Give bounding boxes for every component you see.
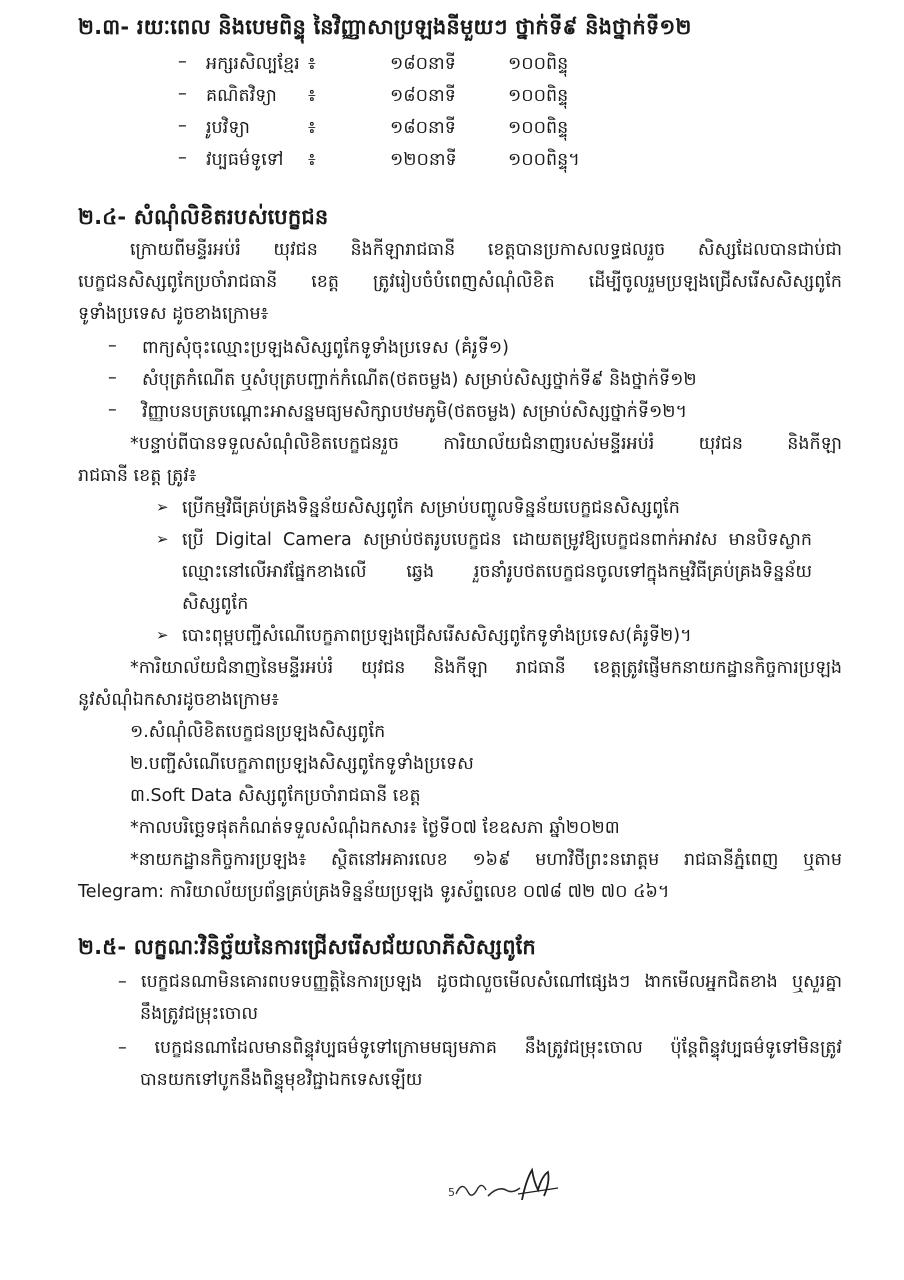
numbered-item: ១.សំណុំលិខិតបេក្ខជនប្រឡងសិស្សពូកែ bbox=[130, 722, 386, 742]
note-line: រាជធានី ខេត្ត ត្រូវ៖ bbox=[78, 466, 197, 486]
contact-line: Telegram: ការិយាល័យប្រព័ន្ធគ្រប់គ្រងទិន្នន័យប្រឡង ទូរស័ព្ទលេខ ០៧៨ ៧២ ៧០ ៤៦។ bbox=[78, 882, 670, 902]
subject-name: រូបវិទ្យា bbox=[206, 118, 250, 138]
row-dash: – bbox=[178, 52, 187, 72]
bullet-item-cont: សិស្សពូកែ bbox=[182, 594, 249, 614]
arrow-bullet-icon: ➢ bbox=[156, 530, 169, 548]
subject-row bbox=[178, 52, 598, 80]
note-line: នូវសំណុំឯកសារដូចខាងក្រោម៖ bbox=[78, 690, 279, 710]
subject-time: ១៨០នាទី bbox=[390, 86, 456, 106]
bullet-item: ប្រើកម្មវិធីគ្រប់គ្រងទិន្នន័យសិស្សពូកែ សម្រាប់បញ្ចូលទិន្នន័យបេក្ខជនសិស្សពូកែ bbox=[182, 498, 680, 518]
row-dash: – bbox=[178, 148, 187, 168]
criterion-line: បានយកទៅបូកនឹងពិន្ទុមុខវិជ្ជាឯកទេសឡើយ bbox=[140, 1070, 423, 1090]
list-dash: – bbox=[108, 368, 117, 388]
subject-colon: ៖ bbox=[308, 118, 316, 138]
subject-row bbox=[178, 148, 598, 176]
subject-name: វប្បធម៌ទូទៅ bbox=[206, 150, 284, 170]
subject-time: ១២០នាទី bbox=[390, 150, 457, 170]
paragraph-line: ទូទាំងប្រទេស ដូចខាងក្រោម៖ bbox=[78, 304, 269, 324]
section-2-4-heading: ២.៤- សំណុំលិខិតរបស់បេក្ខជន bbox=[78, 205, 329, 229]
page-mark: 5 bbox=[448, 1186, 455, 1199]
list-dash: – bbox=[108, 336, 117, 356]
paragraph-line: ក្រោយពីមន្ទីរអប់រំ យុវជន និងកីឡារាជធានី ខេត្តបានប្រកាសលទ្ធផលរួច សិស្សដែលបានជាប់ជា bbox=[130, 240, 842, 260]
subject-time: ១៨០នាទី bbox=[390, 54, 456, 74]
subject-row bbox=[178, 84, 598, 112]
list-item: វិញ្ញាបនបត្របណ្ដោះអាសន្នមធ្យមសិក្សាបឋមភូមិ(ថតចម្លង) សម្រាប់សិស្សថ្នាក់ទី១២។ bbox=[142, 402, 687, 422]
bullet-item: បោះពុម្ពបញ្ជីសំណើបេក្ខភាពប្រឡងជ្រើសរើសសិស្សពូកែទូទាំងប្រទេស(គំរូទី២)។ bbox=[182, 626, 692, 646]
subject-score: ១០០ពិន្ទុ bbox=[508, 118, 569, 138]
signature-initials bbox=[448, 1160, 568, 1210]
list-item: ពាក្យសុំចុះឈ្មោះប្រឡងសិស្សពូកែទូទាំងប្រទេស (គំរូទី១) bbox=[142, 338, 509, 358]
list-item: សំបុត្រកំណើត ឬសំបុត្របញ្ជាក់កំណើត(ថតចម្លង) សម្រាប់សិស្សថ្នាក់ទី៩ និងថ្នាក់ទី១២ bbox=[142, 370, 697, 390]
row-dash: – bbox=[178, 116, 187, 136]
subject-time: ១៨០នាទី bbox=[390, 118, 456, 138]
bullet-item-cont: ឈ្មោះនៅលើអាវផ្នែកខាងលើ ឆ្វេង រួចនាំរូបថតបេក្ខជនចូលទៅក្នុងកម្មវិធីគ្រប់គ្រងទិន្នន័យ bbox=[182, 562, 812, 582]
criterion-line: នឹងត្រូវជម្រុះចោល bbox=[140, 1004, 259, 1024]
contact-line: *នាយកដ្ឋានកិច្ចការប្រឡង៖ ស្ថិតនៅអគារលេខ ១៦៩ មហាវិថីព្រះនរោត្តម រាជធានីភ្នំពេញ ឬតាម bbox=[130, 850, 842, 870]
section-2-5-heading: ២.៥- លក្ខណៈវិនិច្ឆ័យនៃការជ្រើសរើសជ័យលាភីសិស្សពូកែ bbox=[78, 935, 536, 959]
section-2-3-heading: ២.៣- រយៈពេល និងបេមពិន្ទុ នៃវិញ្ញាសាប្រឡងនីមួយៗ ថ្នាក់ទី៩ និងថ្នាក់ទី១២ bbox=[78, 15, 692, 39]
subject-row bbox=[178, 116, 598, 144]
list-dash: – bbox=[108, 400, 117, 420]
arrow-bullet-icon: ➢ bbox=[156, 498, 169, 516]
subject-score: ១០០ពិន្ទុ bbox=[508, 86, 569, 106]
subject-colon: ៖ bbox=[308, 150, 316, 170]
subject-score: ១០០ពិន្ទុ។ bbox=[508, 150, 580, 170]
subject-name: អក្សរសិល្បខ្មែរ bbox=[206, 54, 300, 74]
arrow-bullet-icon: ➢ bbox=[156, 626, 169, 644]
row-dash: – bbox=[178, 84, 187, 104]
subject-name: គណិតវិទ្យា bbox=[206, 86, 277, 106]
bullet-item: ប្រើ Digital Camera សម្រាប់ថតរូបបេក្ខជន ដោយតម្រូវឱ្យបេក្ខជនពាក់អាវស មានបិទស្លាក bbox=[182, 530, 812, 550]
subject-colon: ៖ bbox=[308, 86, 316, 106]
paragraph-line: បេក្ខជនសិស្សពូកែប្រចាំរាជធានី ខេត្ត ត្រូវរៀបចំបំពេញសំណុំលិខិត ដើម្បីចូលរួមប្រឡងជ្រើសរើសសិស្សពូកែ bbox=[78, 272, 842, 292]
subject-score: ១០០ពិន្ទុ bbox=[508, 54, 569, 74]
note-line: *បន្ទាប់ពីបានទទួលសំណុំលិខិតបេក្ខជនរួច ការិយាល័យជំនាញរបស់មន្ទីរអប់រំ យុវជន និងកីឡា bbox=[130, 434, 842, 454]
numbered-item: ៣.Soft Data សិស្សពូកែប្រចាំរាជធានី ខេត្ត bbox=[130, 786, 421, 806]
deadline-note: *កាលបរិច្ឆេទផុតកំណត់ទទួលសំណុំឯកសារ៖ ថ្ងៃទី០៧ ខែឧសភា ឆ្នាំ២០២៣ bbox=[130, 818, 620, 838]
subject-colon: ៖ bbox=[308, 54, 316, 74]
criterion-line: – បេក្ខជនណាមិនគោរពបទបញ្ញត្តិនៃការប្រឡង ដូចជាលួចមើលសំណៅផ្សេងៗ ងាកមើលអ្នកជិតខាង ឬសួរគ្នា bbox=[118, 972, 842, 992]
numbered-item: ២.បញ្ជីសំណើបេក្ខភាពប្រឡងសិស្សពូកែទូទាំងប្រទេស bbox=[130, 754, 474, 774]
criterion-line: – បេក្ខជនណាដែលមានពិន្ទុវប្បធម៌ទូទៅក្រោមមធ្យមភាគ នឹងត្រូវជម្រុះចោល ប៉ុន្តែពិន្ទុវប្បធម៌ទូទៅមិនត្រូវ bbox=[118, 1038, 842, 1058]
note-line: *ការិយាល័យជំនាញនៃមន្ទីរអប់រំ យុវជន និងកីឡា រាជធានី ខេត្តត្រូវផ្ញើមកនាយកដ្ឋានកិច្ចការប្រឡង bbox=[130, 658, 842, 678]
